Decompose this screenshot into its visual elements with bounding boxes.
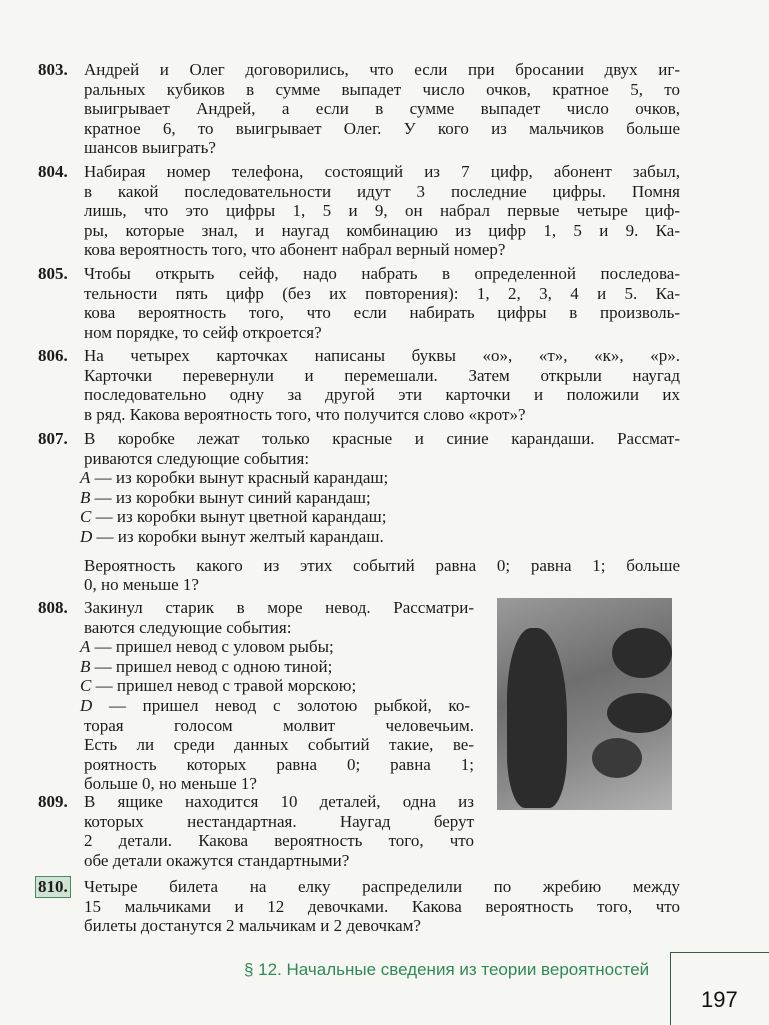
event-item xyxy=(80,488,680,508)
problem-intro xyxy=(84,429,680,468)
problem-text xyxy=(84,346,680,424)
event-text: — пришел невод с травой морскою; xyxy=(91,676,357,696)
text-line: в какой последовательности идут 3 последние цифры. Помня xyxy=(84,181,680,201)
text-line: выигрывает Андрей, а если в сумме выпадет число очков, xyxy=(84,99,680,119)
problem-number: 806. xyxy=(38,346,68,365)
text-line: Закинул старик в море невод. Рассматри- xyxy=(84,598,474,617)
event-item xyxy=(80,637,470,657)
event-text: — пришел невод с уловом рыбы; xyxy=(90,637,334,657)
event-list xyxy=(80,637,474,715)
text-line: Андрей и Олег договорились, что если при бросании двух иг- xyxy=(84,60,680,79)
text-line: Набирая номер телефона, состоящий из 7 цифр, абонент забыл, xyxy=(84,162,680,181)
event-letter: A xyxy=(80,468,91,488)
text-line: последовательно одну за другой эти карточки и положили их xyxy=(84,385,680,405)
text-line: обе детали окажутся стандартными? xyxy=(84,850,350,870)
problem-question xyxy=(84,716,474,794)
text-line: тельности пять цифр (без их повторения): 1, 2, 3, 4 и 5. Ка- xyxy=(84,283,680,303)
event-text: — из коробки вынут цветной карандаш; xyxy=(91,507,387,527)
text-line: Вероятность какого из этих событий равна 0; равна 1; больше xyxy=(84,555,680,575)
event-text: — из коробки вынут красный карандаш; xyxy=(90,468,389,488)
problem-text xyxy=(84,877,680,936)
text-line: Карточки перевернули и перемешали. Затем открыли наугад xyxy=(84,365,680,385)
text-line: торая голосом молвит человечьим. xyxy=(84,715,474,735)
text-line: шансов выиграть? xyxy=(84,138,216,158)
text-line: Четыре билета на елку распределили по жребию между xyxy=(84,877,680,896)
text-line: Есть ли среди данных событий такие, ве- xyxy=(84,735,474,755)
text-line: Чтобы открыть сейф, надо набрать в определенной последова- xyxy=(84,264,680,283)
problem-number: 805. xyxy=(38,264,68,283)
page-number-box xyxy=(670,952,769,1025)
section-title-footer: § 12. Начальные сведения из теории вероятностей xyxy=(244,960,650,979)
text-line: риваются следующие события: xyxy=(84,448,310,468)
text-line: В коробке лежат только красные и синие карандаши. Рассмат- xyxy=(84,429,680,448)
event-item xyxy=(80,676,470,696)
text-line: кова вероятность того, что абонент набрал верный номер? xyxy=(84,240,506,260)
event-letter: B xyxy=(80,487,91,507)
text-line: 15 мальчиками и 12 девочками. Какова вероятность того, что xyxy=(84,896,680,916)
event-item xyxy=(80,527,680,547)
text-line: В ящике находится 10 деталей, одна из xyxy=(84,792,474,811)
problem-text xyxy=(84,264,680,342)
page-number: 197 xyxy=(701,987,738,1012)
text-line: ваются следующие события: xyxy=(84,617,292,637)
event-text: — из коробки вынут желтый карандаш. xyxy=(92,526,384,546)
problem-intro xyxy=(84,598,474,637)
event-item xyxy=(80,657,470,677)
event-letter: C xyxy=(80,676,92,696)
event-item xyxy=(80,468,680,488)
text-line: больше 0, но меньше 1? xyxy=(84,774,257,794)
problem-number: 804. xyxy=(38,162,68,181)
text-line: которых нестандартная. Наугад берут xyxy=(84,811,474,831)
event-letter: C xyxy=(80,507,92,527)
problem-text xyxy=(84,162,680,260)
text-line: кратное 6, то выигрывает Олег. У кого из мальчиков больше xyxy=(84,118,680,138)
text-line: На четырех карточках написаны буквы «о», «т», «к», «р». xyxy=(84,346,680,365)
text-line: ры, которые знал, и наугад комбинацию из цифр 1, 5 и 9. Ка- xyxy=(84,220,680,240)
problem-number: 807. xyxy=(38,429,68,448)
text-line: в ряд. Какова вероятность того, что получится слово «крот»? xyxy=(84,404,526,424)
problem-question xyxy=(84,556,680,595)
problem-number: 808. xyxy=(38,598,68,617)
text-line: ральных кубиков в сумме выпадет число очков, кратное 5, то xyxy=(84,79,680,99)
event-item xyxy=(80,696,470,716)
problem-number: 809. xyxy=(38,792,68,811)
event-letter: D xyxy=(80,695,93,715)
event-list xyxy=(80,468,680,546)
text-line: лишь, что это цифры 1, 5 и 9, он набрал первые четыре циф- xyxy=(84,201,680,221)
event-letter: A xyxy=(80,637,91,657)
text-line: 0, но меньше 1? xyxy=(84,575,199,595)
text-line: роятность которых равна 0; равна 1; xyxy=(84,754,474,774)
event-item xyxy=(80,507,680,527)
event-text: — пришел невод с золотою рыбкой, ко- xyxy=(92,695,470,715)
text-line: билеты достанутся 2 мальчикам и 2 девочкам? xyxy=(84,916,421,936)
event-letter: D xyxy=(80,526,93,546)
illustration-old-man-fishing xyxy=(497,598,672,810)
text-line: ном порядке, то сейф откроется? xyxy=(84,322,322,342)
problem-text xyxy=(84,792,474,870)
event-text: — пришел невод с одною тиной; xyxy=(90,656,333,676)
event-text: — из коробки вынут синий карандаш; xyxy=(90,487,371,507)
event-letter: B xyxy=(80,656,91,676)
text-line: кова вероятность того, что если набирать цифры в произволь- xyxy=(84,303,680,323)
text-line: 2 детали. Какова вероятность того, что xyxy=(84,831,474,851)
problem-number-highlighted: 810. xyxy=(35,876,71,898)
problem-text xyxy=(84,60,680,158)
problem-number: 803. xyxy=(38,60,68,79)
